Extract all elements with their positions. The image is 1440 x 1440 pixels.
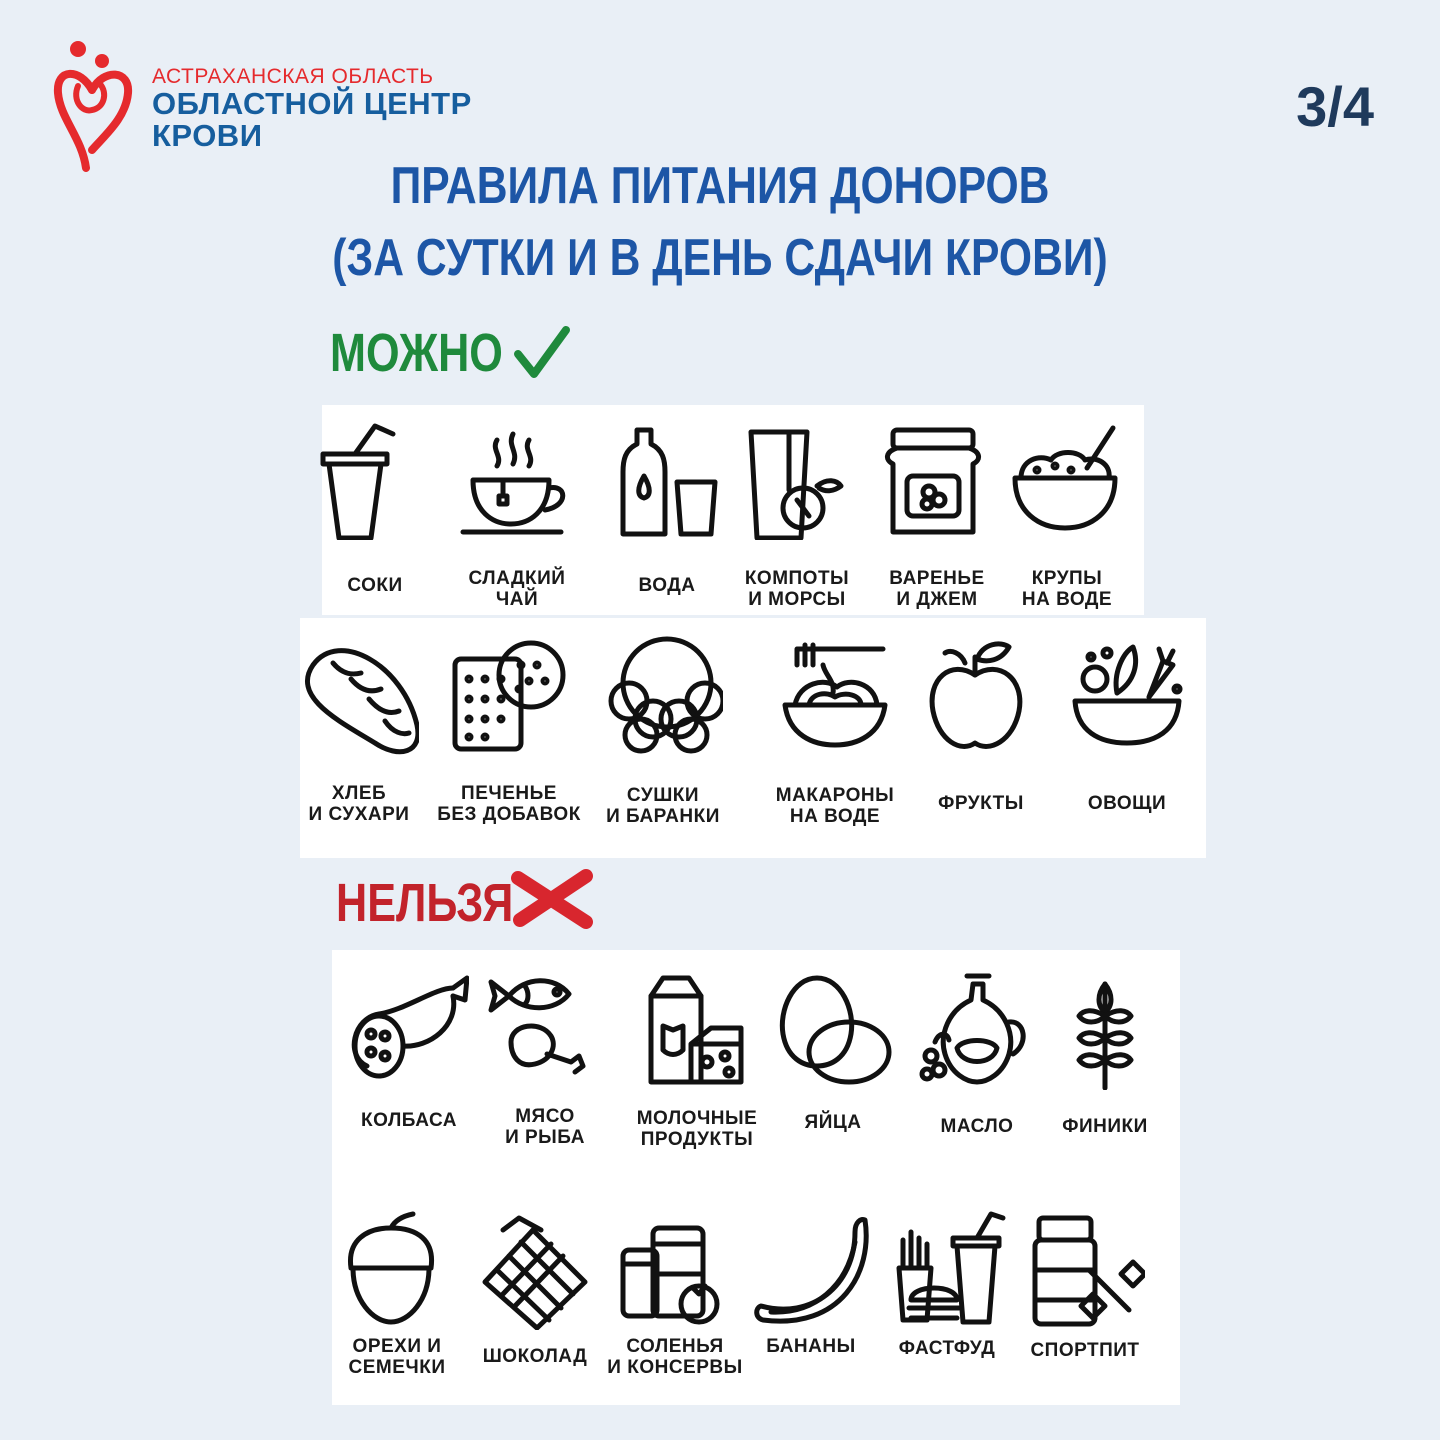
- food-item-label: ФИНИКИ: [1062, 1116, 1148, 1137]
- food-item-label: ФРУКТЫ: [938, 793, 1024, 814]
- bread-loaf-icon: [299, 635, 419, 755]
- region-label: АСТРАХАНСКАЯ ОБЛАСТЬ: [152, 65, 434, 88]
- food-item: [442, 420, 592, 610]
- sausage-icon: [349, 970, 469, 1090]
- banana-icon: [751, 1210, 871, 1330]
- food-item: [622, 970, 772, 1150]
- tea-cup-icon: [457, 420, 577, 540]
- jam-jar-icon: [877, 420, 997, 540]
- food-item: [1010, 1210, 1160, 1361]
- dairy-icon: [637, 970, 757, 1090]
- food-item-label: БАНАНЫ: [766, 1336, 856, 1357]
- wheat-icon: [1045, 970, 1165, 1090]
- food-item: [300, 420, 450, 596]
- food-item: [1052, 635, 1202, 814]
- acorn-icon: [337, 1210, 457, 1330]
- food-item-label: МЯСО И РЫБА: [505, 1106, 585, 1148]
- food-item-label: ФАСТФУД: [898, 1338, 996, 1359]
- food-item-label: МОЛОЧНЫЕ ПРОДУКТЫ: [636, 1108, 758, 1150]
- food-item: [760, 635, 910, 827]
- food-item-label: КРУПЫ НА ВОДЕ: [1021, 568, 1113, 610]
- food-item-label: СОЛЕНЬЯ И КОНСЕРВЫ: [607, 1336, 743, 1378]
- cookies-icon: [449, 635, 569, 755]
- food-item-label: СУШКИ И БАРАНКИ: [606, 785, 720, 827]
- page-counter: 3/4: [1296, 75, 1374, 138]
- cross-icon: [510, 868, 594, 930]
- oil-bottle-icon: [917, 970, 1037, 1090]
- food-item-label: ОВОЩИ: [1087, 793, 1167, 814]
- apple-icon: [921, 635, 1041, 755]
- salad-bowl-icon: [1067, 635, 1187, 755]
- checkmark-icon: [512, 324, 572, 384]
- food-item-label: СОКИ: [347, 575, 403, 596]
- food-item-label: КОЛБАСА: [361, 1110, 457, 1131]
- chocolate-icon: [475, 1210, 595, 1330]
- sport-nutrition-icon: [1025, 1210, 1145, 1330]
- food-item: [1030, 970, 1180, 1137]
- water-bottle-icon: [607, 420, 727, 540]
- blood-center-logo-icon: [52, 38, 134, 172]
- meat-fish-icon: [485, 970, 605, 1090]
- food-item: [434, 635, 584, 825]
- food-item: [322, 1210, 472, 1378]
- food-item: [906, 635, 1056, 814]
- food-item: [470, 970, 620, 1148]
- food-item: [600, 1210, 750, 1378]
- food-item: [284, 635, 434, 825]
- organization-name: [152, 66, 472, 152]
- food-item-label: СПОРТПИТ: [1030, 1340, 1140, 1361]
- page-title-line1: ПРАВИЛА ПИТАНИЯ ДОНОРОВ: [390, 157, 1050, 215]
- fastfood-icon: [887, 1210, 1007, 1330]
- food-item: [588, 635, 738, 827]
- forbidden-heading: НЕЛЬЗЯ: [336, 873, 514, 933]
- food-item-label: КОМПОТЫ И МОРСЫ: [744, 568, 850, 610]
- food-item-label: СЛАДКИЙ ЧАЙ: [468, 568, 566, 610]
- eggs-icon: [773, 970, 893, 1090]
- food-item: [862, 420, 1012, 610]
- cans-icon: [615, 1210, 735, 1330]
- food-item-label: ВАРЕНЬЕ И ДЖЕМ: [889, 568, 985, 610]
- food-item-label: ШОКОЛАД: [482, 1346, 588, 1367]
- food-item: [872, 1210, 1022, 1359]
- food-item-label: МАСЛО: [940, 1116, 1014, 1137]
- food-item-label: МАКАРОНЫ НА ВОДЕ: [775, 785, 895, 827]
- food-item: [460, 1210, 610, 1367]
- porridge-bowl-icon: [1007, 420, 1127, 540]
- page-title-line2: (ЗА СУТКИ И В ДЕНЬ СДАЧИ КРОВИ): [332, 229, 1108, 287]
- food-item-label: ПЕЧЕНЬЕ БЕЗ ДОБАВОК: [437, 783, 581, 825]
- center-name-line1: ОБЛАСТНОЙ ЦЕНТР: [152, 86, 472, 121]
- food-item: [334, 970, 484, 1131]
- food-item: [722, 420, 872, 610]
- food-item-label: ВОДА: [638, 575, 696, 596]
- pasta-bowl-icon: [775, 635, 895, 755]
- food-item: [992, 420, 1142, 610]
- bagels-icon: [603, 635, 723, 755]
- juice-cup-icon: [315, 420, 435, 540]
- food-item: [758, 970, 908, 1133]
- food-item-label: ХЛЕБ И СУХАРИ: [308, 783, 410, 825]
- food-item-label: ОРЕХИ И СЕМЕЧКИ: [348, 1336, 446, 1378]
- allowed-heading: МОЖНО: [330, 323, 503, 383]
- food-item-label: ЯЙЦА: [804, 1112, 862, 1133]
- food-item: [592, 420, 742, 596]
- food-item: [736, 1210, 886, 1357]
- center-name-line2: КРОВИ: [152, 118, 263, 153]
- compote-glass-icon: [737, 420, 857, 540]
